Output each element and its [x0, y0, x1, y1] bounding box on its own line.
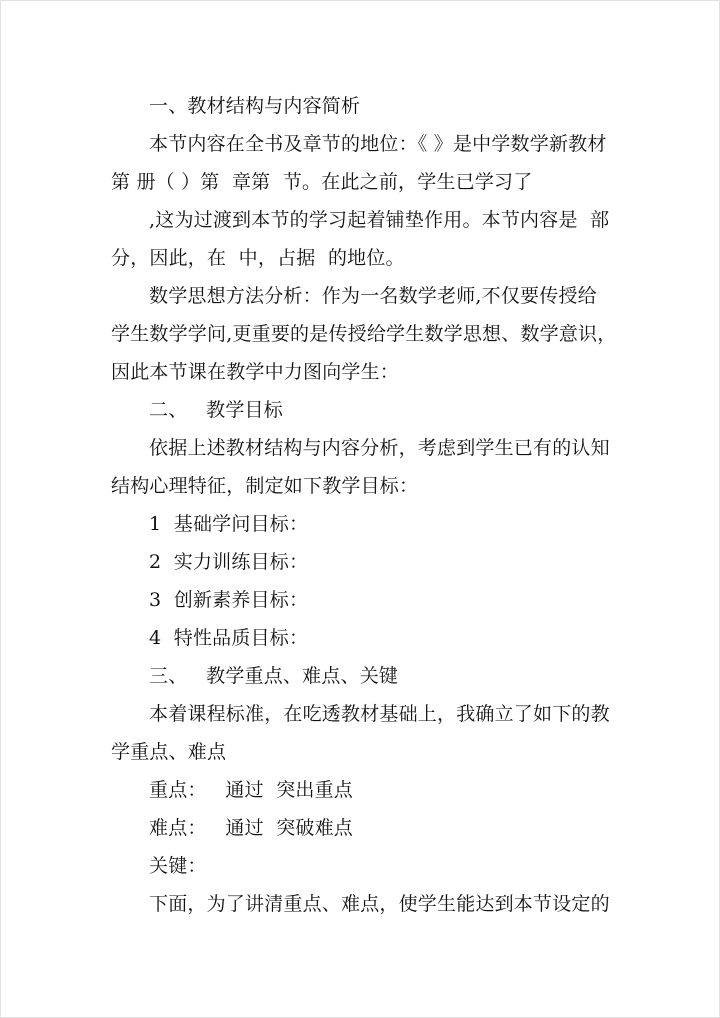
- list-item: 3 创新素养目标：: [149, 589, 309, 611]
- paragraph-line: 结构心理特征，制定如下教学目标：: [111, 475, 419, 497]
- paragraph-line: 数学思想方法分析：作为一名数学老师,不仅要传授给: [149, 285, 597, 307]
- section-heading-2: 二、 教学目标: [149, 399, 283, 421]
- list-item: 1 基础学问目标：: [149, 513, 309, 535]
- paragraph-line: 分，因此，在 中，占据 的地位。: [111, 247, 405, 269]
- paragraph-line: 下面，为了讲清重点、难点，使学生能达到本节设定的: [149, 893, 610, 915]
- section-heading-1: 一、教材结构与内容简析: [149, 95, 361, 117]
- paragraph-line: 第 册（ ）第 章第 节。在此之前，学生已学习了: [111, 171, 533, 193]
- paragraph-line: 本节内容在全书及章节的地位：《 》是中学数学新教材: [149, 133, 607, 155]
- list-item: 2 实力训练目标：: [149, 551, 309, 573]
- section-heading-3: 三、 教学重点、难点、关键: [149, 665, 399, 687]
- paragraph-line: 学生数学学问,更重要的是传授给学生数学思想、数学意识，: [111, 323, 617, 345]
- paragraph-line: 因此本节课在教学中力图向学生：: [111, 361, 400, 383]
- difficulty-line: 难点： 通过 突破难点: [149, 817, 353, 839]
- list-item: 4 特性品质目标：: [149, 627, 309, 649]
- key-point-line: 重点： 通过 突出重点: [149, 779, 353, 801]
- paragraph-line: 学重点、难点: [111, 741, 227, 763]
- key-line: 关键：: [149, 855, 207, 877]
- paragraph-line: ,这为过渡到本节的学习起着铺垫作用。本节内容是 部: [149, 209, 610, 231]
- paragraph-line: 依据上述教材结构与内容分析，考虑到学生已有的认知: [149, 437, 610, 459]
- paragraph-line: 本着课程标准，在吃透教材基础上，我确立了如下的教: [149, 703, 610, 725]
